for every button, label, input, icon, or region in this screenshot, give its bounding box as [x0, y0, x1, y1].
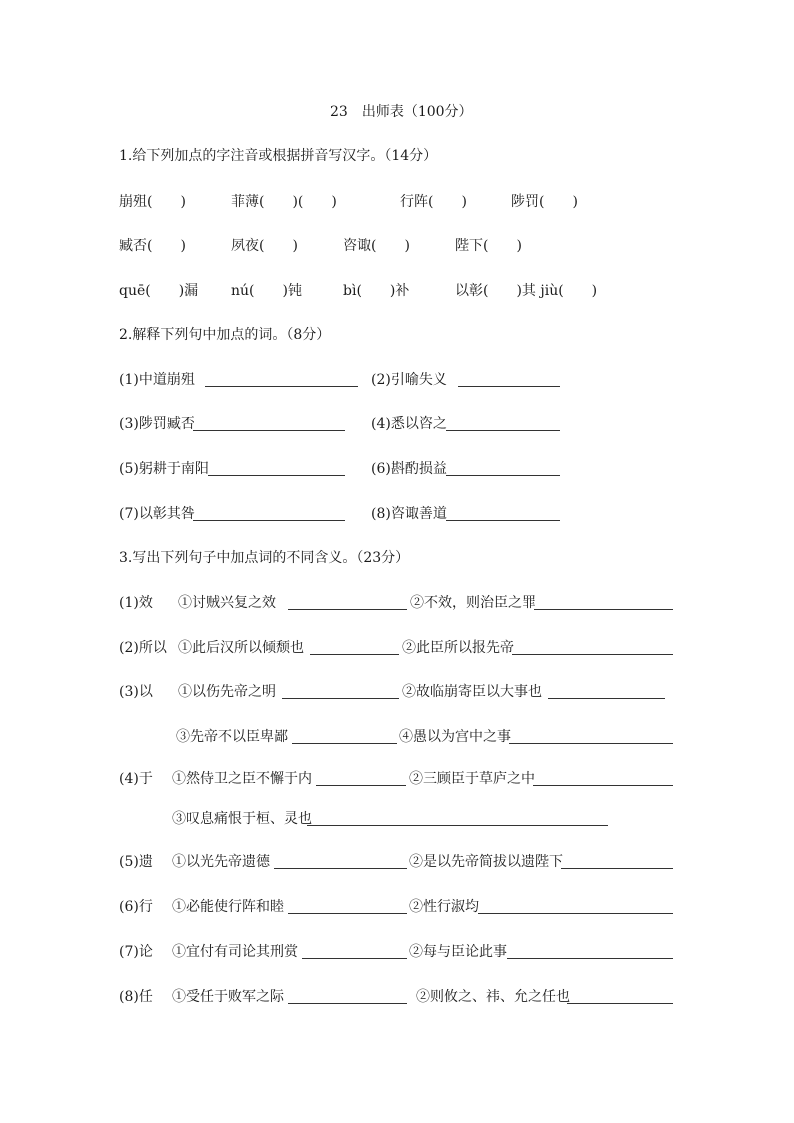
q1-item: 菲薄( )( )	[231, 194, 337, 210]
q1-item: 崩殂( )	[119, 194, 186, 210]
q3-sentence: ②故临崩寄臣以大事也	[402, 684, 542, 700]
answer-blank[interactable]	[310, 654, 399, 655]
q3-sentence: ①必能使行阵和睦	[172, 899, 284, 915]
q1-item: bì( )补	[343, 283, 410, 299]
q3-sentence: ①以光先帝遗德	[172, 854, 270, 870]
answer-blank[interactable]	[561, 868, 673, 869]
q3-sentence: ①宜付有司论其刑赏	[172, 944, 298, 960]
q3-sentence: ①受任于败军之际	[172, 989, 284, 1005]
answer-blank[interactable]	[509, 743, 673, 744]
answer-blank[interactable]	[292, 743, 397, 744]
answer-blank[interactable]	[302, 958, 407, 959]
q3-sentence: ①讨贼兴复之效	[178, 595, 276, 611]
q3-sentence: ④愚以为宫中之事	[399, 729, 511, 745]
q3-sentence: ③叹息痛恨于桓、灵也	[172, 811, 312, 827]
q3-sentence: ①然侍卫之臣不懈于内	[172, 771, 312, 787]
q1-item: 陛下( )	[455, 238, 522, 254]
q2-item: (2)引喻失义	[371, 372, 447, 388]
answer-blank[interactable]	[193, 520, 345, 521]
q1-item: 陟罚( )	[511, 194, 578, 210]
q1-item: quē( )漏	[119, 283, 199, 299]
answer-blank[interactable]	[288, 609, 407, 610]
q3-heading: 3.写出下列句子中加点词的不同含义。（23分）	[119, 550, 410, 566]
q2-item: (4)悉以咨之	[371, 416, 447, 432]
answer-blank[interactable]	[205, 386, 358, 387]
q3-sentence: ③先帝不以臣卑鄙	[176, 729, 288, 745]
q3-word-label: (3)以	[119, 684, 153, 700]
answer-blank[interactable]	[446, 520, 560, 521]
q1-item: 以彰( )其 jiù( )	[455, 283, 598, 299]
answer-blank[interactable]	[458, 386, 560, 387]
q2-item: (1)中道崩殂	[119, 372, 195, 388]
answer-blank[interactable]	[274, 868, 407, 869]
q3-word-label: (2)所以	[119, 640, 167, 656]
q3-sentence: ②三顾臣于草庐之中	[409, 771, 535, 787]
q3-sentence: ②此臣所以报先帝	[402, 640, 514, 656]
answer-blank[interactable]	[446, 430, 560, 431]
answer-blank[interactable]	[512, 654, 673, 655]
answer-blank[interactable]	[507, 958, 673, 959]
answer-blank[interactable]	[446, 475, 560, 476]
q1-item: nú( )钝	[231, 283, 302, 299]
q2-item: (6)斟酌损益	[371, 461, 447, 477]
q2-heading: 2.解释下列句中加点的词。（8分）	[119, 327, 331, 343]
q2-item: (5)躬耕于南阳	[119, 461, 209, 477]
answer-blank[interactable]	[548, 698, 665, 699]
q1-heading: 1.给下列加点的字注音或根据拼音写汉字。（14分）	[119, 148, 438, 164]
q1-item: 行阵( )	[400, 194, 467, 210]
q3-word-label: (8)任	[119, 989, 153, 1005]
answer-blank[interactable]	[193, 430, 345, 431]
answer-blank[interactable]	[288, 913, 407, 914]
answer-blank[interactable]	[533, 785, 673, 786]
q3-word-label: (7)论	[119, 944, 153, 960]
answer-blank[interactable]	[534, 609, 673, 610]
q2-item: (8)咨诹善道	[371, 506, 447, 522]
page-title: 23 出师表（100分）	[330, 104, 473, 120]
q2-item: (7)以彰其咎	[119, 506, 195, 522]
q1-item: 夙夜( )	[231, 238, 298, 254]
q3-sentence: ②性行淑均	[409, 899, 479, 915]
q3-word-label: (4)于	[119, 771, 153, 787]
q1-item: 咨诹( )	[343, 238, 410, 254]
q3-sentence: ②是以先帝简拔以遗陛下	[409, 854, 563, 870]
q3-sentence: ①以伤先帝之明	[178, 684, 276, 700]
q3-word-label: (5)遗	[119, 854, 153, 870]
q3-word-label: (6)行	[119, 899, 153, 915]
q3-word-label: (1)效	[119, 595, 153, 611]
answer-blank[interactable]	[208, 475, 345, 476]
q1-item: 臧否( )	[119, 238, 186, 254]
answer-blank[interactable]	[567, 1003, 673, 1004]
q3-sentence: ②不效，则治臣之罪	[410, 595, 536, 611]
q3-sentence: ②则攸之、祎、允之任也	[416, 989, 570, 1005]
q2-item: (3)陟罚臧否	[119, 416, 195, 432]
q3-sentence: ①此后汉所以倾颓也	[178, 640, 304, 656]
answer-blank[interactable]	[478, 913, 673, 914]
answer-blank[interactable]	[282, 698, 399, 699]
answer-blank[interactable]	[307, 825, 608, 826]
answer-blank[interactable]	[316, 785, 406, 786]
answer-blank[interactable]	[288, 1003, 407, 1004]
q3-sentence: ②每与臣论此事	[409, 944, 507, 960]
